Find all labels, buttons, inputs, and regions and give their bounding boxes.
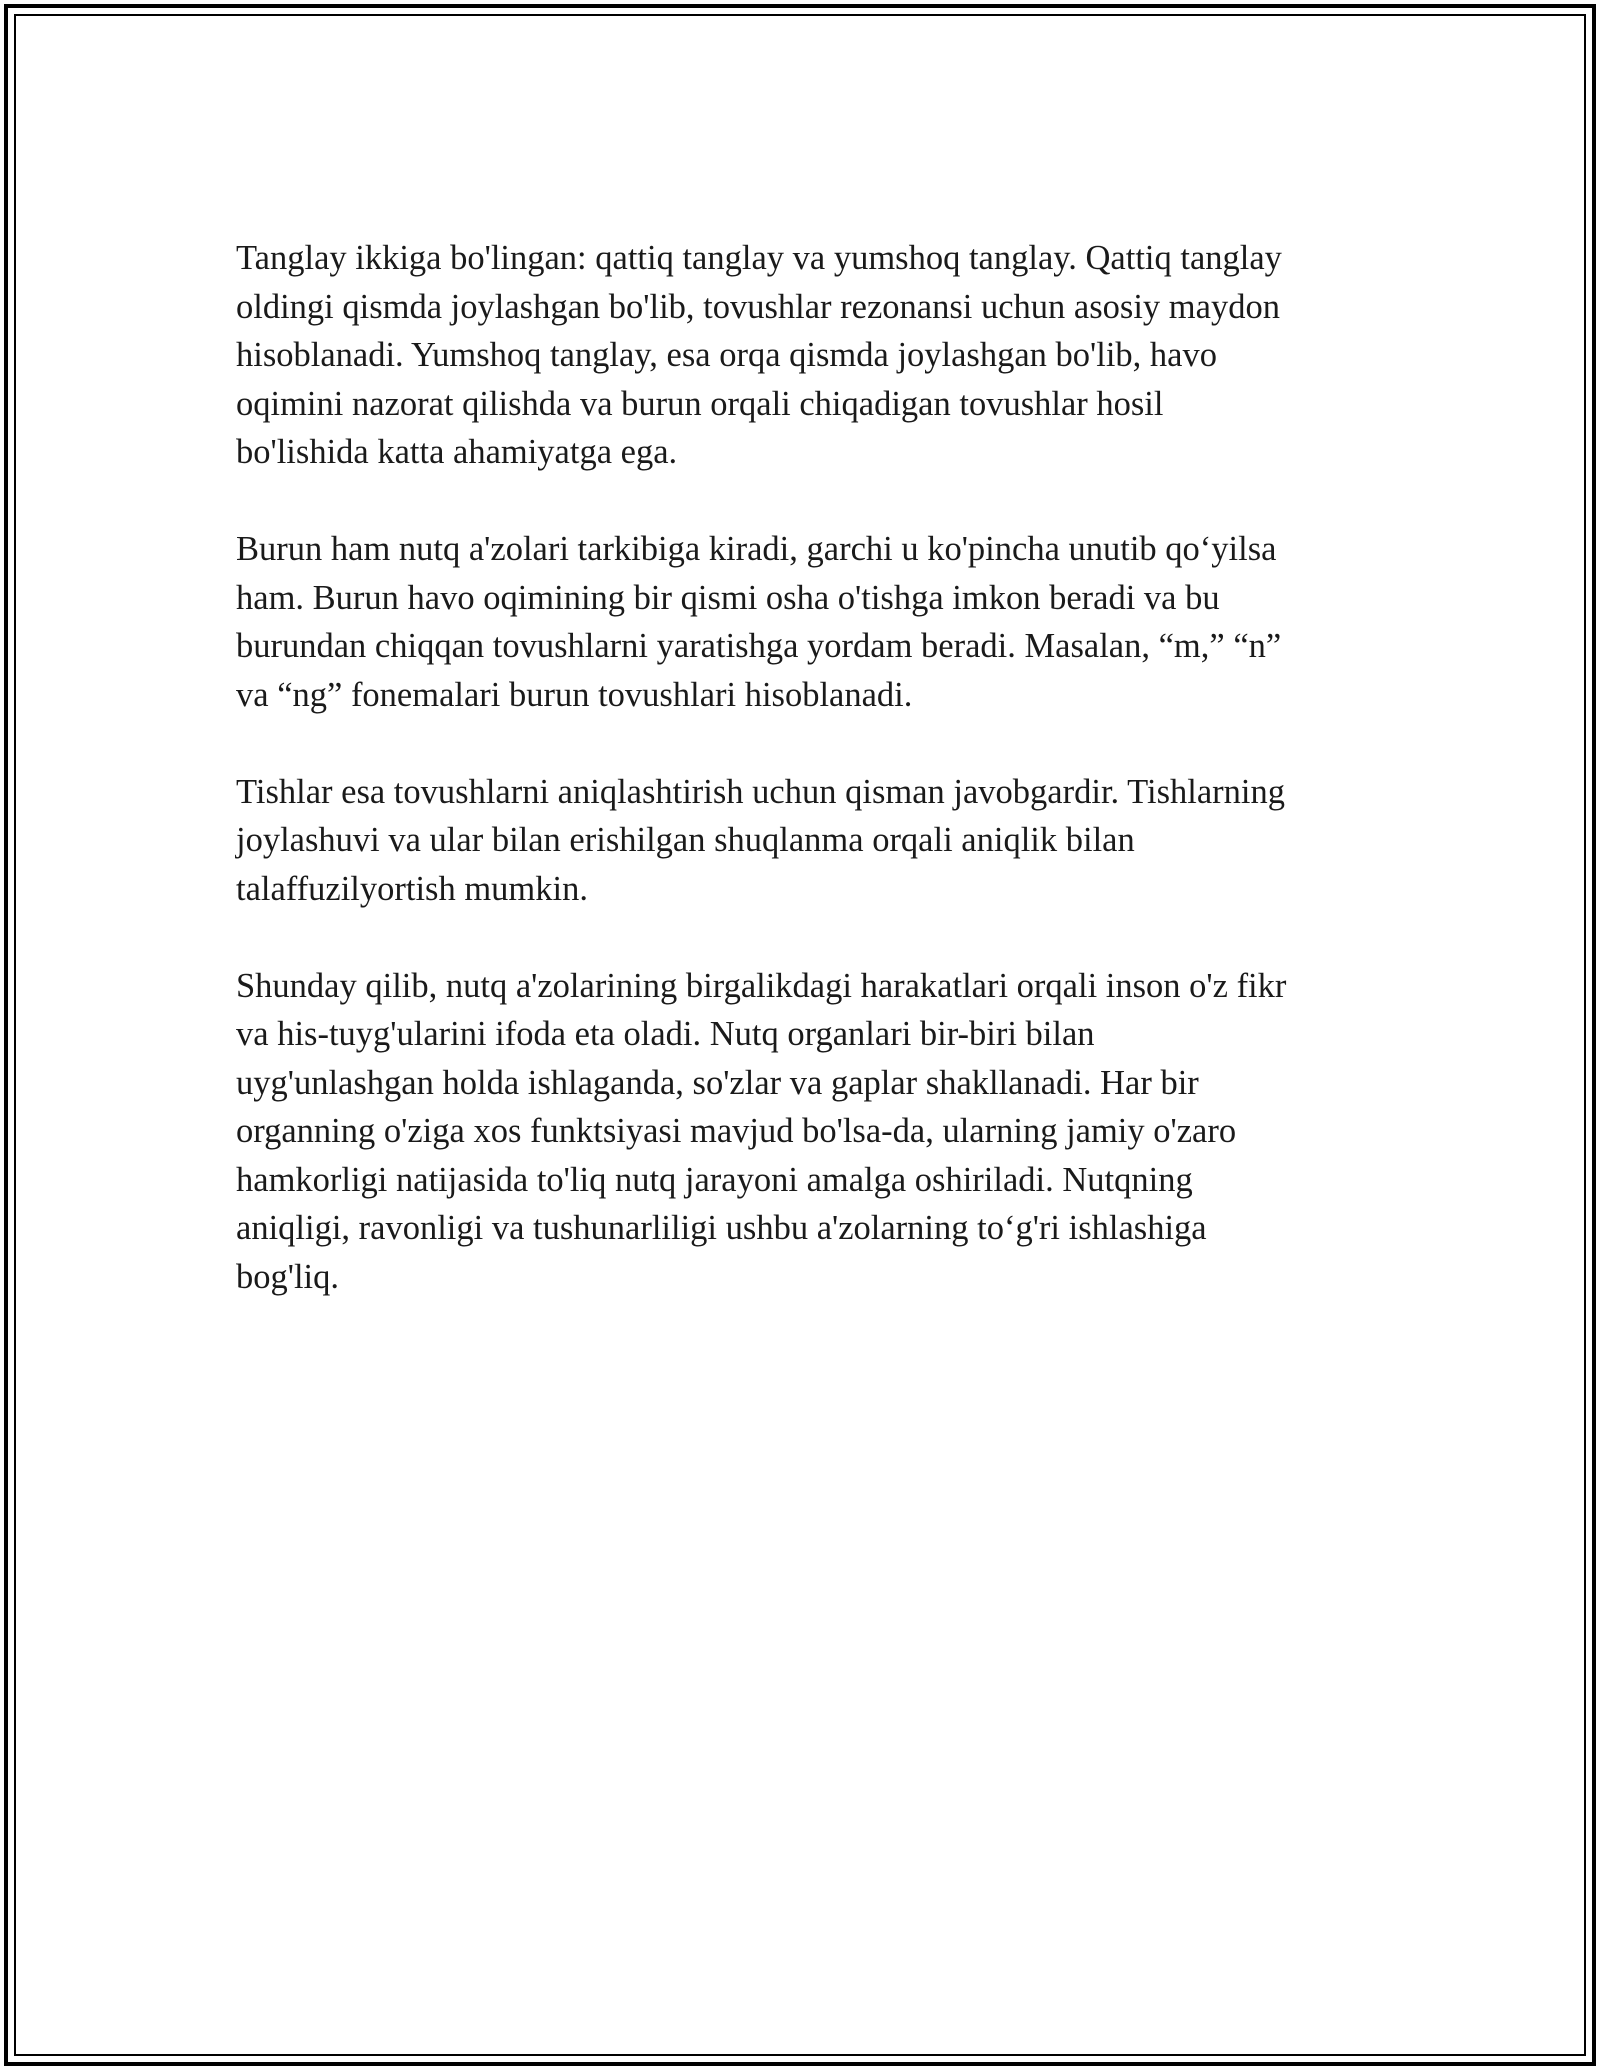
- text-line: Burun ham nutq a'zolari tarkibiga kiradi, garchi u ko'pincha unutib qo‘yilsa: [236, 530, 1277, 568]
- text-line: va his-tuyg'ularini ifoda eta oladi. Nutq organlari bir-biri bilan: [236, 1015, 1095, 1053]
- paragraph-conclusion: [236, 962, 1376, 1302]
- paragraph-palate: [236, 234, 1376, 477]
- text-line: ham. Burun havo oqimining bir qismi osha o'tishga imkon beradi va bu: [236, 578, 1220, 617]
- document-body: [236, 234, 1376, 1350]
- paragraph-nose: [236, 525, 1376, 719]
- text-line: Shunday qilib, nutq a'zolarining birgalikdagi harakatlari orqali inson o'z fikr: [236, 966, 1287, 1005]
- text-line: aniqligi, ravonligi va tushunarliligi ushbu a'zolarning to‘g'ri ishlashiga: [236, 1209, 1207, 1247]
- text-line: oldingi qismda joylashgan bo'lib, tovushlar rezonansi uchun asosiy maydon: [236, 287, 1280, 326]
- text-line: bo'lishida katta ahamiyatga ega.: [236, 433, 678, 471]
- text-line: talaffuzilyortish mumkin.: [236, 869, 588, 908]
- text-line: burundan chiqqan tovushlarni yaratishga yordam beradi. Masalan, “m,” “n”: [236, 627, 1282, 665]
- paragraph-teeth: [236, 768, 1376, 914]
- text-line: hamkorligi natijasida to'liq nutq jarayoni amalga oshiriladi. Nutqning: [236, 1160, 1193, 1199]
- text-line: hisoblanadi. Yumshoq tanglay, esa orqa qismda joylashgan bo'lib, havo: [236, 336, 1217, 374]
- text-line: Tishlar esa tovushlarni aniqlashtirish uchun qisman javobgardir. Tishlarning: [236, 772, 1285, 811]
- text-line: joylashuvi va ular bilan erishilgan shuqlanma orqali aniqlik bilan: [236, 821, 1135, 859]
- text-line: va “ng” fonemalari burun tovushlari hisoblanadi.: [236, 675, 913, 714]
- text-line: oqimini nazorat qilishda va burun orqali chiqadigan tovushlar hosil: [236, 384, 1164, 423]
- text-line: uyg'unlashgan holda ishlaganda, so'zlar va gaplar shakllanadi. Har bir: [236, 1063, 1199, 1102]
- text-line: bog'liq.: [236, 1257, 340, 1296]
- text-line: Tanglay ikkiga bo'lingan: qattiq tanglay va yumshoq tanglay. Qattiq tanglay: [236, 239, 1282, 277]
- text-line: organning o'ziga xos funktsiyasi mavjud bo'lsa-da, ularning jamiy o'zaro: [236, 1112, 1237, 1150]
